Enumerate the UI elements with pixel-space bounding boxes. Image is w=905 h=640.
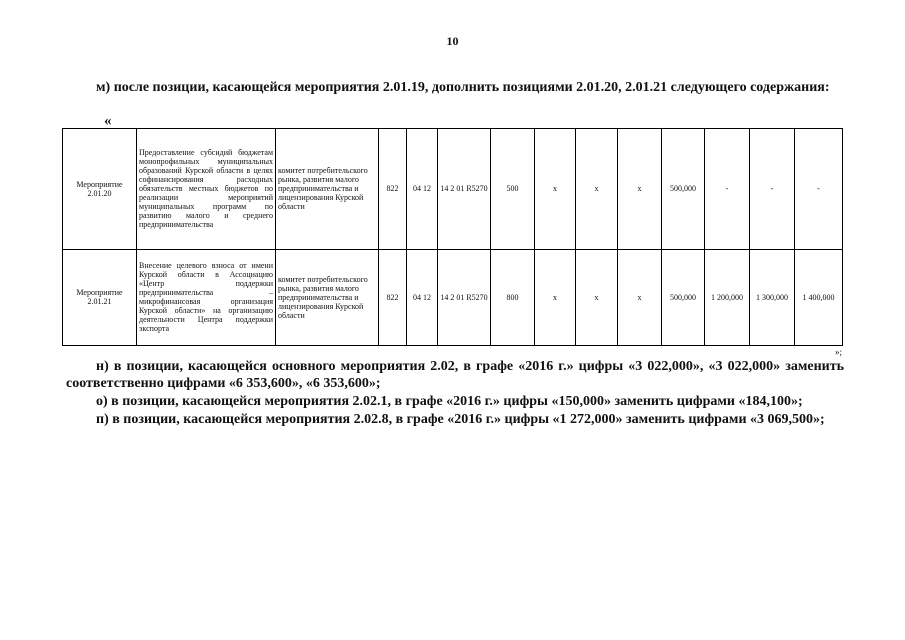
paragraph-p: п) в позиции, касающейся мероприятия 2.02.8, в графе «2016 г.» цифры «1 272,000» заменить цифрами «3 069,500»; bbox=[96, 412, 825, 427]
activity-description: Внесение целевого взноса от имени Курской области в Ассоциацию «Центр поддержки предпринимательства – микрофинансовая организация Курской области» на организацию деятельности Центра поддержки экспорта bbox=[137, 249, 276, 345]
value-2017: 1 200,000 bbox=[705, 249, 750, 345]
grbs-code: 822 bbox=[379, 249, 407, 345]
value-2019: - bbox=[795, 129, 843, 250]
value-2016: 500,000 bbox=[662, 129, 705, 250]
page-number: 10 bbox=[446, 34, 459, 48]
table-row bbox=[63, 249, 843, 345]
value-2019: 1 400,000 bbox=[795, 249, 843, 345]
grbs-code: 822 bbox=[379, 129, 407, 250]
value-2016: 500,000 bbox=[662, 249, 705, 345]
paragraph-m: м) после позиции, касающейся мероприятия 2.01.19, дополнить позициями 2.01.20, 2.01.21 следующего содержания: bbox=[96, 80, 830, 95]
activity-description: Предоставление субсидий бюджетам монопрофильных муниципальных образований Курской области в целях софинансирования расходных обязательств местных бюджетов по реализации мероприятий муниципальных программ по развитию малого и среднего предпринимательства bbox=[137, 129, 276, 250]
rzpr-code: 04 12 bbox=[407, 129, 438, 250]
open-quote: « bbox=[104, 113, 112, 129]
value-2017: - bbox=[705, 129, 750, 250]
paragraph-n: н) в позиции, касающейся основного мероприятия 2.02, в графе «2016 г.» цифры «3 022,000», «3 022,000» заменить соответственно цифрами «6 353,600», «6 353,600»; bbox=[66, 359, 844, 391]
cell-x: x bbox=[535, 249, 576, 345]
cell-x: x bbox=[618, 129, 662, 250]
cell-x: x bbox=[535, 129, 576, 250]
activity-name: Мероприятие 2.01.20 bbox=[63, 129, 137, 250]
activities-table bbox=[62, 128, 843, 346]
vr-code: 500 bbox=[491, 129, 535, 250]
activity-name: Мероприятие 2.01.21 bbox=[63, 249, 137, 345]
responsible-executor: комитет потребительского рынка, развития малого предпринимательства и лицензирования Курской области bbox=[276, 129, 379, 250]
rzpr-code: 04 12 bbox=[407, 249, 438, 345]
value-2018: - bbox=[750, 129, 795, 250]
vr-code: 800 bbox=[491, 249, 535, 345]
value-2018: 1 300,000 bbox=[750, 249, 795, 345]
csr-code: 14 2 01 R5270 bbox=[438, 129, 491, 250]
responsible-executor: комитет потребительского рынка, развития малого предпринимательства и лицензирования Курской области bbox=[276, 249, 379, 345]
cell-x: x bbox=[618, 249, 662, 345]
close-quote: »; bbox=[835, 347, 843, 357]
csr-code: 14 2 01 R5270 bbox=[438, 249, 491, 345]
cell-x: x bbox=[576, 129, 618, 250]
table-row bbox=[63, 129, 843, 250]
cell-x: x bbox=[576, 249, 618, 345]
paragraph-o: о) в позиции, касающейся мероприятия 2.02.1, в графе «2016 г.» цифры «150,000» заменить цифрами «184,100»; bbox=[96, 394, 803, 409]
